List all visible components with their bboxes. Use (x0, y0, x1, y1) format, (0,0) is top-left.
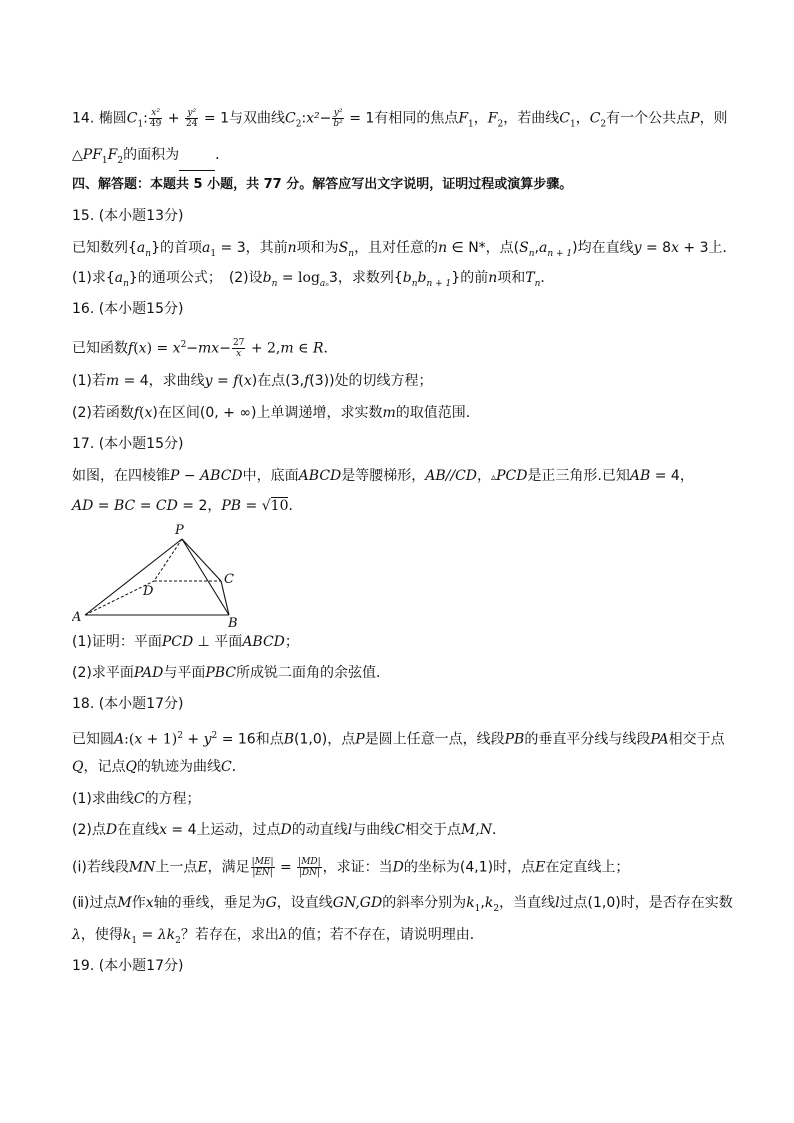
var: CD (155, 498, 178, 514)
text: ) = (146, 340, 173, 357)
text: = 4，求曲线 (119, 373, 205, 389)
frac-den: 49 (149, 119, 162, 129)
text: )在点(3, (251, 373, 305, 389)
text: ； (284, 634, 299, 650)
text: 与曲线 (352, 822, 395, 838)
text: (ⅰ)若线段 (72, 859, 129, 876)
text: (2)求平面 (72, 665, 134, 681)
fraction-y2-24 (185, 108, 198, 129)
sub: n (411, 278, 418, 289)
text: ∈ (293, 340, 313, 357)
text: ，满足 (207, 859, 250, 876)
text: (1)证明：平面 (72, 634, 162, 650)
fraction-md-dn (297, 857, 322, 878)
sub: n (123, 278, 129, 289)
text: (1,0)，点 (294, 731, 356, 748)
var: x (172, 340, 181, 357)
var-f2: F (487, 110, 498, 127)
var: m (382, 405, 396, 421)
text: ，且对任意的 (354, 240, 439, 256)
text: ，求证：当 (322, 859, 393, 876)
edge-pb (182, 539, 229, 615)
text: }的首项 (151, 240, 202, 256)
text: = 16和点 (217, 731, 284, 748)
var-c2: C (589, 110, 601, 127)
var: x (243, 373, 252, 389)
text: 的方程； (144, 791, 201, 807)
q18-line2 (72, 757, 246, 777)
sub: 2 (600, 119, 607, 130)
q16-line1 (72, 335, 337, 359)
text: 是等腰梯形， (341, 468, 426, 484)
text: − (319, 110, 332, 127)
sub: n (534, 278, 541, 289)
text: + (182, 731, 204, 748)
var: ABCD (242, 634, 285, 650)
frac-den: |EN| (252, 868, 273, 878)
text: ， (575, 110, 590, 127)
var: x (144, 405, 153, 421)
text: 有一个公共点 (606, 110, 691, 127)
edge-pa (85, 539, 182, 615)
var: x (159, 822, 167, 838)
var: y (203, 731, 212, 748)
sub: 2 (295, 119, 302, 130)
text: = (275, 859, 297, 876)
q18-line1 (72, 726, 725, 750)
q18-line3 (72, 789, 201, 809)
text: ？若存在，求出 (180, 927, 279, 943)
sub: 1 (137, 119, 144, 130)
var: λ (278, 927, 288, 943)
text: = 1有相同的焦点 (344, 110, 459, 127)
text: = 8 (641, 240, 672, 256)
text: = (241, 498, 262, 514)
q17-line1 (72, 466, 694, 488)
var-c1: C (126, 110, 138, 127)
q18-header: 18. (本小题17分) (72, 696, 184, 712)
text: 与平面 (163, 665, 206, 681)
var: ABCD (298, 468, 342, 484)
text: 10 (270, 498, 289, 514)
var: R (312, 340, 324, 357)
var: x (134, 731, 143, 748)
q15-line1 (72, 238, 737, 264)
text: 在定直线上； (545, 859, 630, 876)
text: = (212, 373, 234, 389)
q15-header: 15. (本小题13分) (72, 208, 184, 224)
var: P (355, 731, 365, 748)
q18-line7 (72, 925, 484, 951)
text: 作 (131, 895, 146, 911)
text: 项和为 (296, 240, 339, 256)
text: + 1) (142, 731, 178, 748)
text: (1)若 (72, 373, 106, 389)
var: k (484, 895, 494, 911)
text: ( (139, 405, 145, 421)
sub: 1 (569, 119, 576, 130)
var: mx (198, 340, 220, 357)
var: PCD (161, 634, 194, 650)
text: 如图，在四棱锥 (72, 468, 170, 484)
var: a (538, 240, 548, 256)
text: ，使得 (80, 927, 123, 943)
frac-num: 27 (232, 338, 245, 349)
var: k (466, 895, 475, 911)
sqrt-symbol: √ (261, 498, 271, 514)
text: ． (540, 270, 555, 286)
var: λk (157, 927, 176, 943)
q16-header: 16. (本小题15分) (72, 301, 184, 317)
text: (ⅱ)过点 (72, 895, 118, 911)
text: 的斜率分别为 (382, 895, 467, 911)
text: + 2, (246, 340, 281, 357)
var: PA (650, 731, 669, 748)
sub: 1 (101, 155, 108, 166)
var: m (280, 340, 294, 357)
var: S (519, 240, 529, 256)
text: }的前 (451, 270, 489, 286)
sub: aₙ (319, 278, 329, 289)
text: , (480, 895, 485, 911)
sub: 1 (468, 119, 474, 130)
text: (1)求{ (72, 270, 115, 286)
sub: 1 (131, 935, 138, 946)
text: , (534, 240, 539, 256)
var-f1: F (458, 110, 469, 127)
var-p: P (690, 110, 700, 127)
text: = 1与双曲线 (199, 110, 285, 127)
text: (1)求曲线 (72, 791, 134, 807)
q14-line2 (72, 145, 229, 171)
text: 已知函数 (72, 340, 128, 357)
text: + 3上． (678, 240, 737, 256)
var: λ (72, 927, 81, 943)
var-c2: C (284, 110, 296, 127)
var: P − ABCD (170, 468, 243, 484)
text: 的坐标为(4,1)时，点 (403, 859, 536, 876)
frac-den: x (236, 349, 242, 360)
var: k (122, 927, 132, 943)
text: 3，求数列{ (328, 270, 403, 286)
var: x (671, 240, 679, 256)
text: ，当直线 (499, 895, 556, 911)
text: = (93, 498, 114, 514)
sub: n (271, 278, 278, 289)
var: D (280, 822, 292, 838)
text: 上一点 (155, 859, 198, 876)
frac-num: y² (185, 108, 198, 119)
text: ． (323, 340, 338, 357)
fraction-y2-b2 (332, 108, 343, 129)
q14-number: 14. 椭圆 (72, 110, 127, 127)
var: E (197, 859, 208, 876)
var: Q (72, 759, 84, 775)
text: ， (477, 468, 492, 484)
text: 在直线 (117, 822, 160, 838)
sup: 2 (211, 731, 218, 741)
text: 的值；若不存在，请说明理由． (287, 927, 484, 943)
var: E (535, 859, 546, 876)
answer-blank (179, 156, 215, 171)
text: ，则 (699, 110, 728, 127)
q16-line3 (72, 403, 480, 423)
var: B (283, 731, 294, 748)
var: m (105, 373, 120, 389)
sub: n (145, 248, 152, 259)
text: ． (231, 759, 246, 775)
q17-line4 (72, 663, 390, 683)
frac-num: y² (333, 108, 343, 118)
sub: n + 1 (547, 248, 573, 259)
text: )在区间(0, + ∞)上单调递增，求实数 (152, 405, 383, 421)
var: T (525, 270, 535, 286)
var: C (133, 791, 145, 807)
frac-num: x² (149, 108, 162, 119)
text: 是圆上任意一点，线段 (364, 731, 505, 748)
var: x (145, 895, 154, 911)
label-d: D (143, 584, 154, 599)
frac-den: 24 (185, 119, 198, 129)
text: ． (492, 822, 507, 838)
text: 的轨迹为曲线 (136, 759, 221, 775)
text: 的动直线 (291, 822, 348, 838)
var: b (417, 270, 427, 286)
text: 的取值范围． (395, 405, 480, 421)
var: b (262, 270, 272, 286)
var: AD (72, 498, 94, 514)
q17-line2 (72, 496, 302, 516)
sub: 2 (493, 903, 500, 914)
sub: 2 (117, 155, 124, 166)
q16-line2 (72, 371, 433, 391)
sup: 2 (180, 340, 187, 350)
text: 相交于点 (404, 822, 461, 838)
text: 相交于点 (668, 731, 725, 748)
text: 项和 (497, 270, 526, 286)
frac-num: |MD| (298, 857, 321, 867)
text: − (186, 340, 199, 357)
text: = 4， (650, 468, 694, 484)
sub: 2 (497, 119, 504, 130)
var: x (138, 340, 147, 357)
var: y (633, 240, 642, 256)
text: }的通项公式； (2)设 (128, 270, 263, 286)
text: = 3，其前 (216, 240, 288, 256)
text: 的垂直平分线与线段 (524, 731, 651, 748)
text: 所成锐二面角的余弦值． (236, 665, 391, 681)
text: = (135, 498, 156, 514)
q19-header: 19. (本小题17分) (72, 958, 184, 974)
label-c: C (224, 572, 234, 587)
text: ，设直线 (276, 895, 333, 911)
var: n (438, 240, 448, 256)
text: 中，底面 (242, 468, 299, 484)
text: + (163, 110, 184, 127)
var: PCD (496, 468, 528, 484)
var: AB//CD (425, 468, 478, 484)
q17-header: 17. (本小题15分) (72, 436, 184, 452)
var: M (117, 895, 132, 911)
triangle-symbol: ▵ (491, 472, 497, 483)
sub: n + 1 (426, 278, 452, 289)
text: 已知数列{ (72, 240, 137, 256)
sub: n (348, 248, 355, 259)
frac-num: |ME| (251, 857, 274, 867)
sub: 1 (474, 903, 481, 914)
var: BC (113, 498, 136, 514)
text: )均在直线 (572, 240, 634, 256)
text: 是正三角形.已知 (527, 468, 630, 484)
text: 已知圆 (72, 731, 114, 748)
var: a (136, 240, 146, 256)
text: = 4上运动，过点 (166, 822, 281, 838)
var-c1: C (559, 110, 570, 127)
var: MN (128, 859, 156, 876)
text: : (143, 110, 148, 127)
var: l (347, 822, 353, 838)
sup: 2 (177, 731, 183, 741)
var: G (265, 895, 277, 911)
text: ，若曲线 (503, 110, 560, 127)
triangle-symbol: △ (72, 147, 83, 163)
text: ，记点 (83, 759, 126, 775)
sub: 2 (175, 935, 181, 946)
text: ( (238, 373, 244, 389)
fraction-27-x (232, 338, 245, 359)
edge-pc (182, 539, 221, 581)
fraction-x2-49 (149, 108, 162, 129)
text: ⊥ 平面 (193, 634, 243, 650)
var-pf: PF (82, 147, 102, 163)
var: Q (125, 759, 137, 775)
var: y (204, 373, 213, 389)
text: ∈ N*，点( (447, 240, 520, 256)
label-b: B (228, 616, 238, 629)
label-p: P (175, 523, 184, 538)
text: − (219, 340, 231, 357)
fraction-me-en (251, 857, 275, 878)
var: PAD (133, 665, 164, 681)
var: n (488, 270, 498, 286)
edge-pd (154, 539, 182, 581)
q14-line1 (72, 108, 728, 134)
var: l (555, 895, 560, 911)
var: PB (504, 731, 525, 748)
var: f (233, 373, 239, 389)
q18-line6 (72, 893, 733, 919)
var-f: F (107, 147, 118, 163)
pyramid-figure (72, 521, 252, 629)
text: ， (473, 110, 488, 127)
sub: 1 (210, 248, 217, 259)
text: 的面积为 (123, 147, 180, 163)
var: a (202, 240, 211, 256)
var: GN,GD (332, 895, 383, 911)
text: 过点(1,0)时，是否存在实数 (559, 895, 733, 911)
var: f (304, 373, 310, 389)
sub: n (528, 248, 535, 259)
var: C (394, 822, 405, 838)
label-a: A (72, 610, 82, 625)
var: C (220, 759, 232, 775)
q18-line5 (72, 857, 629, 878)
var: A (114, 731, 125, 748)
var: PBC (205, 665, 237, 681)
q18-line4 (72, 820, 506, 840)
var: f (133, 405, 140, 421)
var: S (338, 240, 349, 256)
var: D (392, 859, 404, 876)
text: 轴的垂线，垂足为 (153, 895, 266, 911)
text: = log (277, 270, 320, 286)
q17-line3 (72, 632, 299, 652)
text: :( (124, 731, 135, 748)
var: b (402, 270, 412, 286)
var: n (287, 240, 297, 256)
text: = 2， (177, 498, 222, 514)
text: ． (288, 498, 303, 514)
text: (3))处的切线方程； (309, 373, 433, 389)
text: (2)若函数 (72, 405, 134, 421)
text: (2)点 (72, 822, 106, 838)
text: : (301, 110, 307, 127)
text: = (137, 927, 158, 943)
frac-den: b² (333, 119, 343, 129)
var: D (105, 822, 118, 838)
q15-line2 (72, 268, 554, 294)
var: AB (629, 468, 651, 484)
text: ． (215, 147, 230, 163)
var: PB (221, 498, 242, 514)
section-header: 四、解答题：本题共 5 小题，共 77 分。解答应写出文字说明，证明过程或演算步骤。 (72, 177, 573, 192)
text: ( (133, 340, 139, 357)
var-x2: x² (306, 110, 320, 127)
var: a (114, 270, 124, 286)
frac-den: |DN| (298, 868, 320, 878)
var: f (128, 340, 134, 357)
var: M,N (460, 822, 493, 838)
